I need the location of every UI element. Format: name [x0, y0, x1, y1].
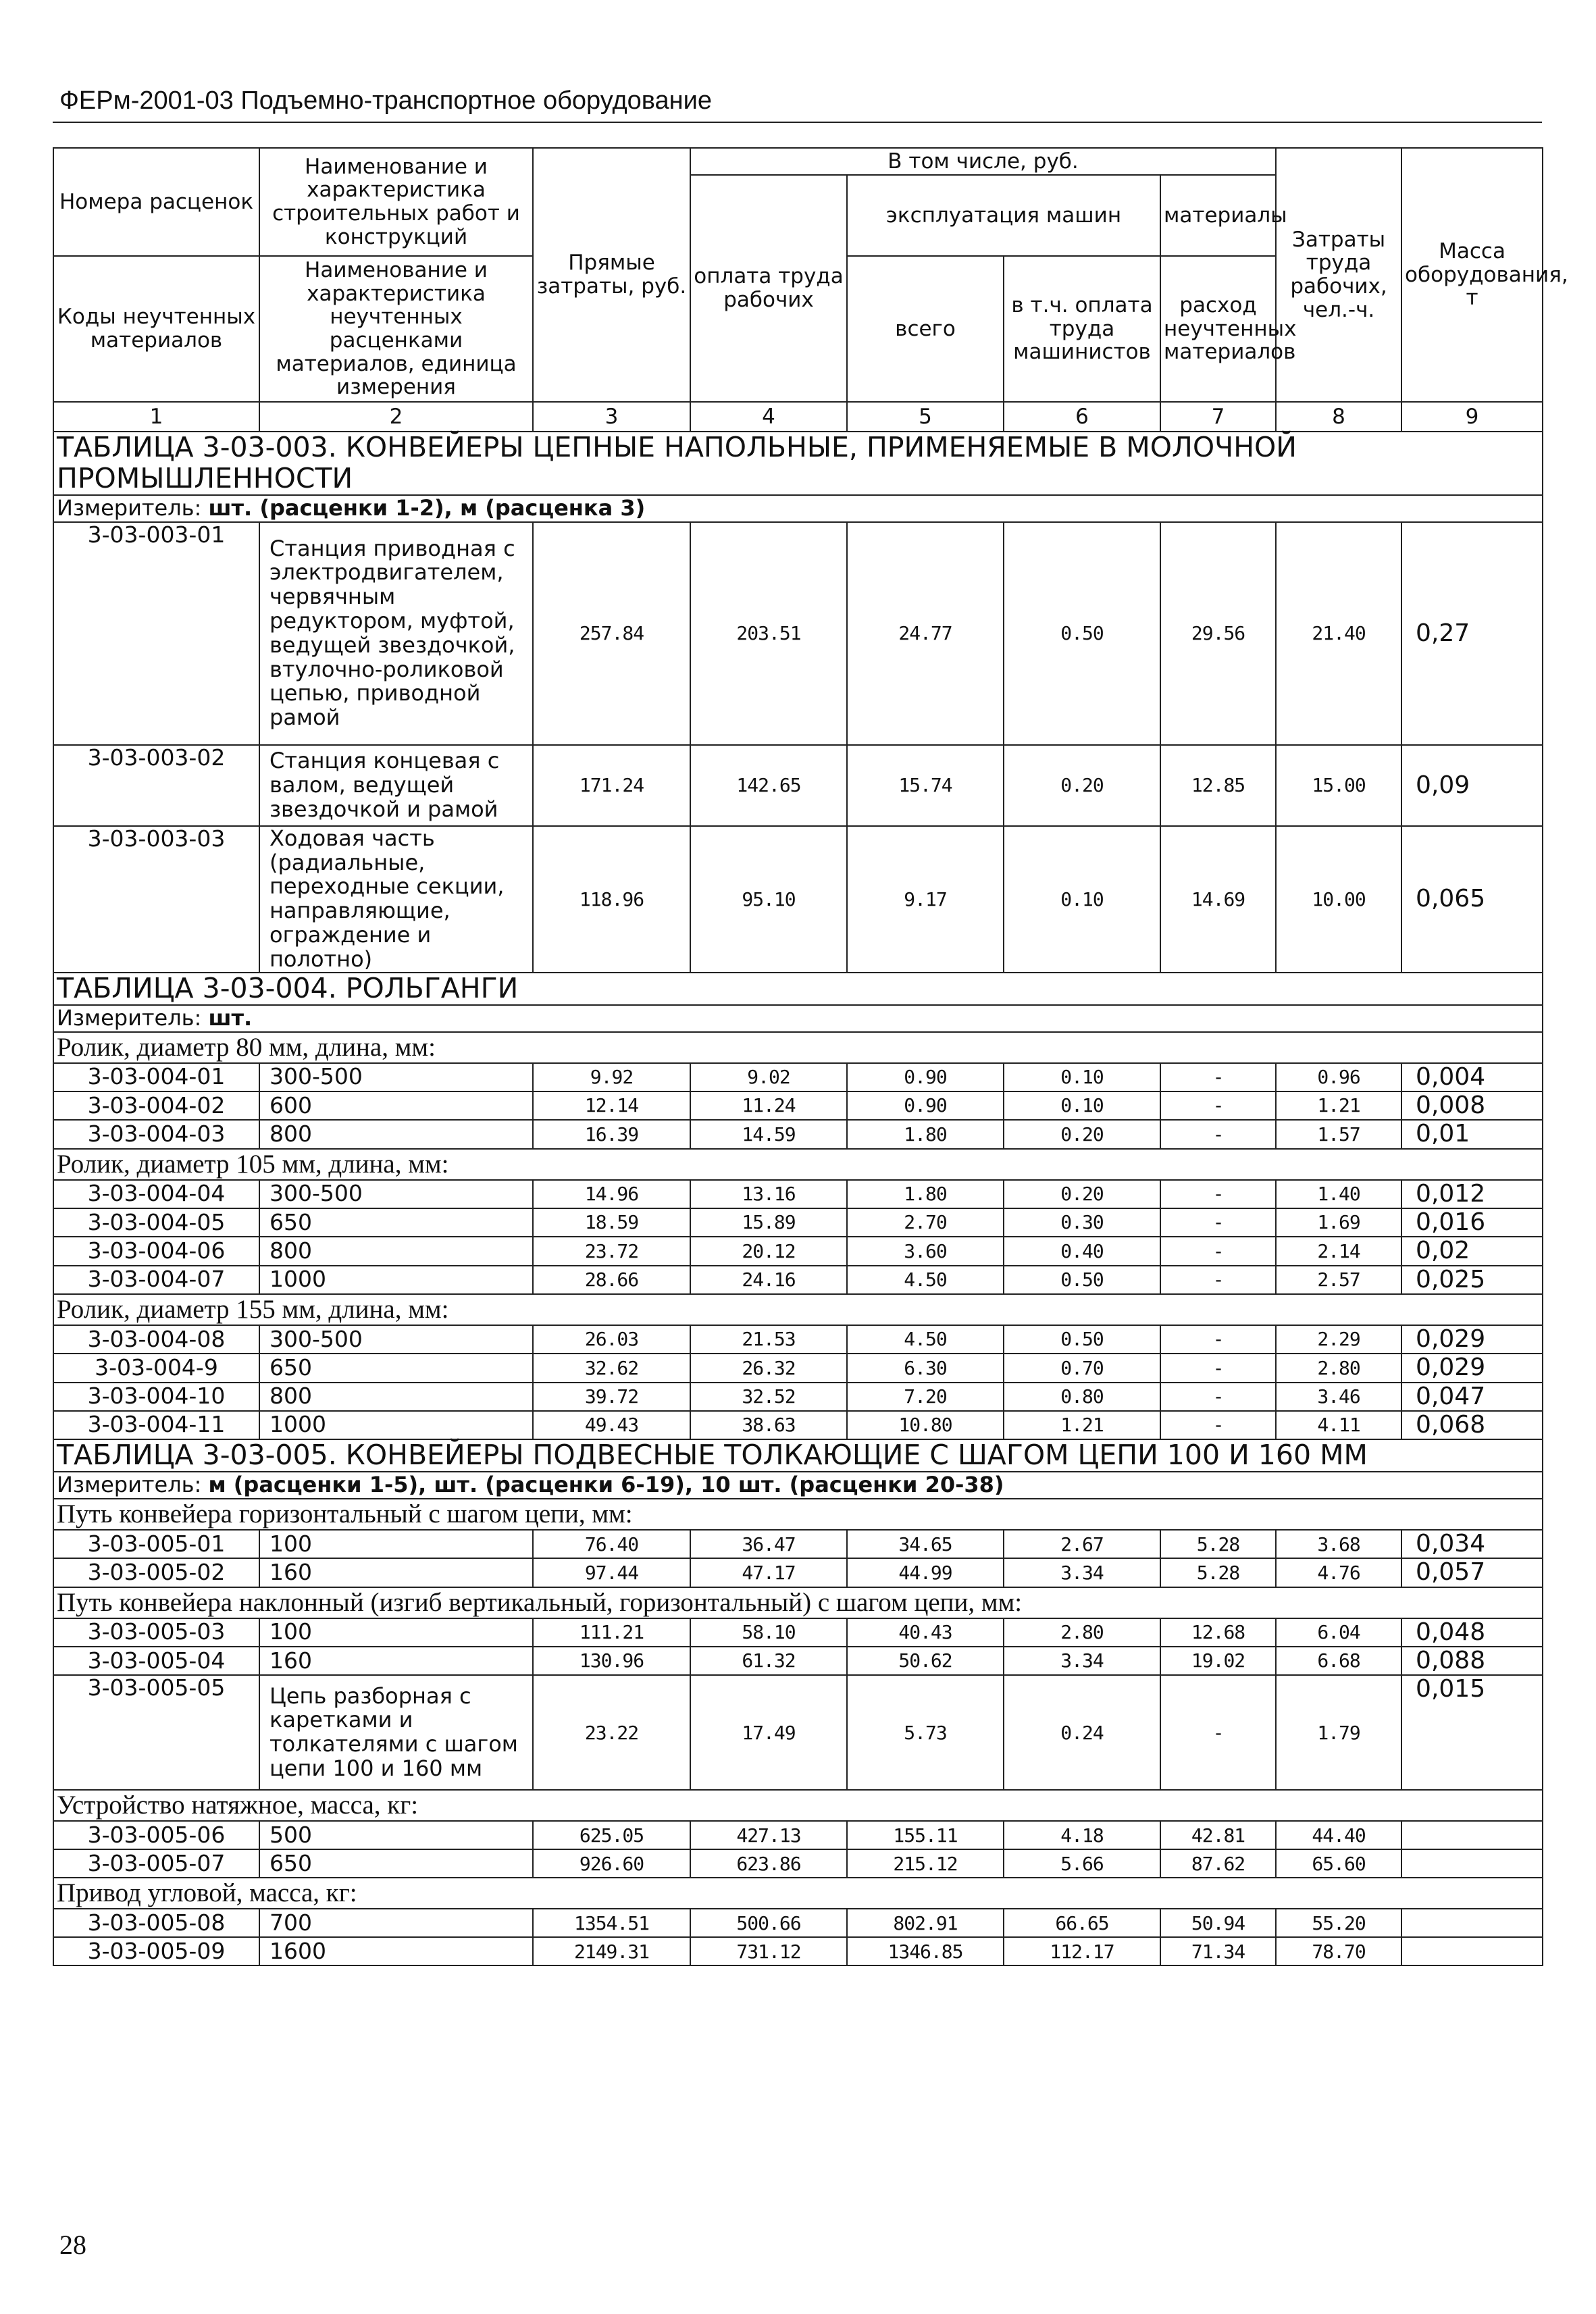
col-labor-pay-header: оплата труда рабочих: [690, 175, 847, 402]
materials-cost-cell: -: [1160, 1266, 1276, 1294]
column-number: 2: [259, 402, 533, 432]
work-name: 1000: [259, 1266, 533, 1294]
labor-hours-cell: 65.60: [1276, 1849, 1401, 1878]
materials-cost-cell: 12.68: [1160, 1618, 1276, 1647]
col-numbers-header: Номера расценок: [53, 148, 259, 256]
work-name: 650: [259, 1208, 533, 1237]
column-number: 7: [1160, 402, 1276, 432]
labor-pay-cell: 142.65: [690, 745, 847, 826]
materials-cost-cell: -: [1160, 1180, 1276, 1208]
table-title-row: [53, 1439, 1543, 1472]
group-caption-row: [53, 1499, 1543, 1530]
direct-cost-cell: 14.96: [533, 1180, 690, 1208]
col-incl-header: В том числе, руб.: [690, 148, 1276, 175]
rate-code: 3-03-004-04: [53, 1180, 259, 1208]
rates-table: [53, 147, 1568, 1966]
work-name: Цепь разборная с каретками и толкателями с шагом цепи 100 и 160 мм: [259, 1675, 533, 1790]
labor-hours-cell: 1.79: [1276, 1675, 1401, 1790]
labor-hours-cell: 1.57: [1276, 1120, 1401, 1148]
machinist-pay-cell: 0.50: [1004, 1266, 1160, 1294]
machinist-pay-cell: 0.10: [1004, 826, 1160, 973]
direct-cost-cell: 16.39: [533, 1120, 690, 1148]
page-number: 28: [59, 2230, 86, 2260]
col-name2-header: Наименование и характеристика неучтенных расценками материалов, единица измерения: [259, 256, 533, 402]
labor-pay-cell: 11.24: [690, 1091, 847, 1120]
direct-cost-cell: 23.22: [533, 1675, 690, 1790]
table-title: ТАБЛИЦА 3-03-005. КОНВЕЙЕРЫ ПОДВЕСНЫЕ ТОЛКАЮЩИЕ С ШАГОМ ЦЕПИ 100 И 160 ММ: [53, 1439, 1543, 1472]
mass-cell: 0,012: [1401, 1180, 1543, 1208]
labor-hours-cell: 3.46: [1276, 1383, 1401, 1411]
machine-total-cell: 1.80: [847, 1180, 1004, 1208]
group-caption: Ролик, диаметр 155 мм, длина, мм:: [53, 1294, 1543, 1325]
table-title: ТАБЛИЦА 3-03-003. КОНВЕЙЕРЫ ЦЕПНЫЕ НАПОЛЬНЫЕ, ПРИМЕНЯЕМЫЕ В МОЛОЧНОЙ ПРОМЫШЛЕННОСТИ: [53, 432, 1543, 495]
rate-code: 3-03-005-09: [53, 1937, 259, 1965]
labor-hours-cell: 15.00: [1276, 745, 1401, 826]
labor-pay-cell: 9.02: [690, 1063, 847, 1091]
labor-pay-cell: 731.12: [690, 1937, 847, 1965]
work-name: 300-500: [259, 1180, 533, 1208]
machinist-pay-cell: 3.34: [1004, 1558, 1160, 1587]
machine-total-cell: 215.12: [847, 1849, 1004, 1878]
materials-cost-cell: -: [1160, 1411, 1276, 1439]
machinist-pay-cell: 0.30: [1004, 1208, 1160, 1237]
mass-cell: 0,004: [1401, 1063, 1543, 1091]
work-name: 500: [259, 1821, 533, 1849]
machine-total-cell: 7.20: [847, 1383, 1004, 1411]
labor-pay-cell: 24.16: [690, 1266, 847, 1294]
rate-code: 3-03-004-10: [53, 1383, 259, 1411]
labor-pay-cell: 26.32: [690, 1354, 847, 1382]
group-caption-row: [53, 1294, 1543, 1325]
table-row: [53, 1208, 1543, 1237]
table-row: [53, 1120, 1543, 1148]
work-name: 300-500: [259, 1063, 533, 1091]
rate-code: 3-03-004-06: [53, 1237, 259, 1265]
labor-hours-cell: 2.14: [1276, 1237, 1401, 1265]
table-row: [53, 1383, 1543, 1411]
labor-hours-cell: 4.76: [1276, 1558, 1401, 1587]
labor-hours-cell: 78.70: [1276, 1937, 1401, 1965]
machine-total-cell: 4.50: [847, 1266, 1004, 1294]
mass-cell: 0,015: [1401, 1675, 1543, 1790]
direct-cost-cell: 625.05: [533, 1821, 690, 1849]
machine-total-cell: 155.11: [847, 1821, 1004, 1849]
machine-total-cell: 34.65: [847, 1530, 1004, 1558]
group-caption-row: [53, 1878, 1543, 1909]
labor-pay-cell: 427.13: [690, 1821, 847, 1849]
rate-code: 3-03-004-05: [53, 1208, 259, 1237]
labor-pay-cell: 203.51: [690, 522, 847, 745]
materials-cost-cell: -: [1160, 1237, 1276, 1265]
table-row: [53, 826, 1543, 973]
labor-hours-cell: 44.40: [1276, 1821, 1401, 1849]
column-number: 6: [1004, 402, 1160, 432]
machine-total-cell: 9.17: [847, 826, 1004, 973]
table-row: [53, 1909, 1543, 1937]
labor-pay-cell: 17.49: [690, 1675, 847, 1790]
materials-cost-cell: -: [1160, 1091, 1276, 1120]
mass-cell: 0,065: [1401, 826, 1543, 973]
direct-cost-cell: 39.72: [533, 1383, 690, 1411]
col-mass-header: Масса оборудования, т: [1401, 148, 1543, 402]
labor-hours-cell: 0.96: [1276, 1063, 1401, 1091]
column-number: 3: [533, 402, 690, 432]
table-row: [53, 1647, 1543, 1675]
col-mach-pay-header: в т.ч. оплата труда машинистов: [1004, 256, 1160, 402]
labor-hours-cell: 4.11: [1276, 1411, 1401, 1439]
materials-cost-cell: -: [1160, 1120, 1276, 1148]
col-materials-header: материалы: [1160, 175, 1276, 256]
meter-cell: [53, 1005, 1543, 1032]
direct-cost-cell: 1354.51: [533, 1909, 690, 1937]
direct-cost-cell: 97.44: [533, 1558, 690, 1587]
column-number: 4: [690, 402, 847, 432]
rate-code: 3-03-004-07: [53, 1266, 259, 1294]
column-number: 5: [847, 402, 1004, 432]
machine-total-cell: 4.50: [847, 1325, 1004, 1354]
materials-cost-cell: -: [1160, 1325, 1276, 1354]
machinist-pay-cell: 1.21: [1004, 1411, 1160, 1439]
machinist-pay-cell: 0.50: [1004, 522, 1160, 745]
rate-code: 3-03-005-04: [53, 1647, 259, 1675]
machine-total-cell: 5.73: [847, 1675, 1004, 1790]
work-name: 100: [259, 1618, 533, 1647]
machine-total-cell: 24.77: [847, 522, 1004, 745]
mass-cell: 0,09: [1401, 745, 1543, 826]
machine-total-cell: 40.43: [847, 1618, 1004, 1647]
table-body: [53, 432, 1543, 1965]
work-name: 1600: [259, 1937, 533, 1965]
direct-cost-cell: 171.24: [533, 745, 690, 826]
machine-total-cell: 2.70: [847, 1208, 1004, 1237]
machine-total-cell: 6.30: [847, 1354, 1004, 1382]
rate-code: 3-03-004-08: [53, 1325, 259, 1354]
labor-pay-cell: 47.17: [690, 1558, 847, 1587]
materials-cost-cell: 50.94: [1160, 1909, 1276, 1937]
group-caption: Ролик, диаметр 105 мм, длина, мм:: [53, 1149, 1543, 1180]
work-name: Станция концевая с валом, ведущей звездочкой и рамой: [259, 745, 533, 826]
direct-cost-cell: 12.14: [533, 1091, 690, 1120]
labor-pay-cell: 38.63: [690, 1411, 847, 1439]
machine-total-cell: 0.90: [847, 1091, 1004, 1120]
meter-label: Измеритель:: [57, 1004, 202, 1031]
labor-pay-cell: 623.86: [690, 1849, 847, 1878]
machinist-pay-cell: 0.50: [1004, 1325, 1160, 1354]
rate-code: 3-03-005-02: [53, 1558, 259, 1587]
labor-hours-cell: 55.20: [1276, 1909, 1401, 1937]
col-total-header: всего: [847, 256, 1004, 402]
mass-cell: [1401, 1821, 1543, 1849]
mass-cell: 0,029: [1401, 1354, 1543, 1382]
col-machines-header: эксплуатация машин: [847, 175, 1160, 256]
materials-cost-cell: -: [1160, 1063, 1276, 1091]
col-direct-header: Прямые затраты, руб.: [533, 148, 690, 402]
work-name: 160: [259, 1558, 533, 1587]
materials-cost-cell: 42.81: [1160, 1821, 1276, 1849]
meter-cell: [53, 1472, 1543, 1499]
table-title-row: [53, 432, 1543, 495]
col-labor-header: Затраты труда рабочих, чел.-ч.: [1276, 148, 1401, 402]
table-title: ТАБЛИЦА 3-03-004. РОЛЬГАНГИ: [53, 973, 1543, 1005]
table-row: [53, 1091, 1543, 1120]
direct-cost-cell: 2149.31: [533, 1937, 690, 1965]
work-name: Станция приводная с электродвигателем, червячным редуктором, муфтой, ведущей звездочкой, втулочно-роликовой цепью, приводной рамой: [259, 522, 533, 745]
work-name: 650: [259, 1354, 533, 1382]
mass-cell: 0,016: [1401, 1208, 1543, 1237]
meter-row: [53, 1472, 1543, 1499]
direct-cost-cell: 9.92: [533, 1063, 690, 1091]
machinist-pay-cell: 3.34: [1004, 1647, 1160, 1675]
machinist-pay-cell: 0.24: [1004, 1675, 1160, 1790]
machine-total-cell: 1346.85: [847, 1937, 1004, 1965]
table-row: [53, 1821, 1543, 1849]
machinist-pay-cell: 0.80: [1004, 1383, 1160, 1411]
materials-cost-cell: -: [1160, 1354, 1276, 1382]
group-caption: Привод угловой, масса, кг:: [53, 1878, 1543, 1909]
work-name: 160: [259, 1647, 533, 1675]
group-caption-row: [53, 1587, 1543, 1618]
table-row: [53, 1354, 1543, 1382]
group-caption: Путь конвейера горизонтальный с шагом цепи, мм:: [53, 1499, 1543, 1530]
work-name: Ходовая часть (радиальные, переходные секции, направляющие, ограждение и полотно): [259, 826, 533, 973]
mass-cell: 0,068: [1401, 1411, 1543, 1439]
mass-cell: 0,025: [1401, 1266, 1543, 1294]
table-row: [53, 1325, 1543, 1354]
machine-total-cell: 44.99: [847, 1558, 1004, 1587]
meter-label: Измеритель:: [57, 1472, 202, 1498]
rate-code: 3-03-005-05: [53, 1675, 259, 1790]
machine-total-cell: 0.90: [847, 1063, 1004, 1091]
table-title-row: [53, 973, 1543, 1005]
labor-hours-cell: 2.29: [1276, 1325, 1401, 1354]
work-name: 300-500: [259, 1325, 533, 1354]
mass-cell: 0,01: [1401, 1120, 1543, 1148]
meter-row: [53, 1005, 1543, 1032]
table-row: [53, 1675, 1543, 1790]
labor-hours-cell: 2.57: [1276, 1266, 1401, 1294]
labor-pay-cell: 58.10: [690, 1618, 847, 1647]
machinist-pay-cell: 0.40: [1004, 1237, 1160, 1265]
direct-cost-cell: 28.66: [533, 1266, 690, 1294]
direct-cost-cell: 257.84: [533, 522, 690, 745]
machinist-pay-cell: 5.66: [1004, 1849, 1160, 1878]
mass-cell: 0,008: [1401, 1091, 1543, 1120]
rate-code: 3-03-003-03: [53, 826, 259, 973]
group-caption: Путь конвейера наклонный (изгиб вертикальный, горизонтальный) с шагом цепи, мм:: [53, 1587, 1543, 1618]
direct-cost-cell: 26.03: [533, 1325, 690, 1354]
col-name1-header: Наименование и характеристика строительных работ и конструкций: [259, 148, 533, 256]
mass-cell: 0,029: [1401, 1325, 1543, 1354]
labor-pay-cell: 36.47: [690, 1530, 847, 1558]
table-row: [53, 1266, 1543, 1294]
materials-cost-cell: 14.69: [1160, 826, 1276, 973]
machine-total-cell: 1.80: [847, 1120, 1004, 1148]
direct-cost-cell: 32.62: [533, 1354, 690, 1382]
mass-cell: [1401, 1909, 1543, 1937]
mass-cell: 0,27: [1401, 522, 1543, 745]
work-name: 800: [259, 1120, 533, 1148]
machinist-pay-cell: 0.20: [1004, 1120, 1160, 1148]
work-name: 1000: [259, 1411, 533, 1439]
rate-code: 3-03-005-06: [53, 1821, 259, 1849]
machinist-pay-cell: 2.67: [1004, 1530, 1160, 1558]
rate-code: 3-03-003-01: [53, 522, 259, 745]
direct-cost-cell: 130.96: [533, 1647, 690, 1675]
col-codes-header: Коды неучтенных материалов: [53, 256, 259, 402]
labor-hours-cell: 3.68: [1276, 1530, 1401, 1558]
meter-value: шт.: [208, 1004, 253, 1031]
column-numbers-row: [53, 402, 1543, 432]
machinist-pay-cell: 66.65: [1004, 1909, 1160, 1937]
direct-cost-cell: 111.21: [533, 1618, 690, 1647]
machine-total-cell: 3.60: [847, 1237, 1004, 1265]
materials-cost-cell: -: [1160, 1208, 1276, 1237]
direct-cost-cell: 18.59: [533, 1208, 690, 1237]
machinist-pay-cell: 0.70: [1004, 1354, 1160, 1382]
group-caption: Устройство натяжное, масса, кг:: [53, 1790, 1543, 1821]
labor-hours-cell: 1.69: [1276, 1208, 1401, 1237]
rate-code: 3-03-004-9: [53, 1354, 259, 1382]
materials-cost-cell: 29.56: [1160, 522, 1276, 745]
materials-cost-cell: 5.28: [1160, 1530, 1276, 1558]
labor-pay-cell: 500.66: [690, 1909, 847, 1937]
work-name: 650: [259, 1849, 533, 1878]
work-name: 800: [259, 1383, 533, 1411]
meter-row: [53, 495, 1543, 522]
table-row: [53, 1618, 1543, 1647]
table-row: [53, 1849, 1543, 1878]
rate-code: 3-03-003-02: [53, 745, 259, 826]
table-row: [53, 1063, 1543, 1091]
machine-total-cell: 50.62: [847, 1647, 1004, 1675]
mass-cell: 0,034: [1401, 1530, 1543, 1558]
mass-cell: 0,047: [1401, 1383, 1543, 1411]
meter-label: Измеритель:: [57, 494, 202, 521]
meter-value: шт. (расценки 1-2), м (расценка 3): [208, 494, 646, 521]
group-caption-row: [53, 1790, 1543, 1821]
table-row: [53, 1180, 1543, 1208]
machinist-pay-cell: 0.20: [1004, 1180, 1160, 1208]
materials-cost-cell: 12.85: [1160, 745, 1276, 826]
table-row: [53, 1558, 1543, 1587]
group-caption: Ролик, диаметр 80 мм, длина, мм:: [53, 1032, 1543, 1063]
table-row: [53, 522, 1543, 745]
machinist-pay-cell: 0.20: [1004, 745, 1160, 826]
labor-pay-cell: 95.10: [690, 826, 847, 973]
materials-cost-cell: 5.28: [1160, 1558, 1276, 1587]
labor-pay-cell: 14.59: [690, 1120, 847, 1148]
labor-hours-cell: 1.21: [1276, 1091, 1401, 1120]
mass-cell: 0,02: [1401, 1237, 1543, 1265]
direct-cost-cell: 49.43: [533, 1411, 690, 1439]
rate-code: 3-03-004-11: [53, 1411, 259, 1439]
rate-code: 3-03-005-07: [53, 1849, 259, 1878]
mass-cell: 0,048: [1401, 1618, 1543, 1647]
table-row: [53, 745, 1543, 826]
machinist-pay-cell: 0.10: [1004, 1063, 1160, 1091]
rate-code: 3-03-004-02: [53, 1091, 259, 1120]
mass-cell: 0,057: [1401, 1558, 1543, 1587]
column-number: 1: [53, 402, 259, 432]
mass-cell: [1401, 1849, 1543, 1878]
direct-cost-cell: 926.60: [533, 1849, 690, 1878]
direct-cost-cell: 76.40: [533, 1530, 690, 1558]
work-name: 800: [259, 1237, 533, 1265]
meter-cell: [53, 495, 1543, 522]
materials-cost-cell: -: [1160, 1383, 1276, 1411]
rate-code: 3-03-005-08: [53, 1909, 259, 1937]
labor-pay-cell: 32.52: [690, 1383, 847, 1411]
table-row: [53, 1411, 1543, 1439]
table-header: [53, 148, 1568, 432]
materials-cost-cell: 19.02: [1160, 1647, 1276, 1675]
rate-code: 3-03-004-01: [53, 1063, 259, 1091]
table-row: [53, 1530, 1543, 1558]
machine-total-cell: 15.74: [847, 745, 1004, 826]
materials-cost-cell: 71.34: [1160, 1937, 1276, 1965]
labor-pay-cell: 20.12: [690, 1237, 847, 1265]
group-caption-row: [53, 1149, 1543, 1180]
labor-pay-cell: 13.16: [690, 1180, 847, 1208]
meter-value: м (расценки 1-5), шт. (расценки 6-19), 10 шт. (расценки 20-38): [208, 1472, 1004, 1498]
mass-cell: 0,088: [1401, 1647, 1543, 1675]
column-number: 8: [1276, 402, 1401, 432]
labor-hours-cell: 2.80: [1276, 1354, 1401, 1382]
work-name: 700: [259, 1909, 533, 1937]
rate-code: 3-03-005-03: [53, 1618, 259, 1647]
rate-code: 3-03-004-03: [53, 1120, 259, 1148]
column-number: 9: [1401, 402, 1543, 432]
labor-pay-cell: 15.89: [690, 1208, 847, 1237]
labor-pay-cell: 61.32: [690, 1647, 847, 1675]
header-rule: [53, 122, 1542, 123]
col-mat-use-header: расход неучтенных материалов: [1160, 256, 1276, 402]
machinist-pay-cell: 2.80: [1004, 1618, 1160, 1647]
labor-hours-cell: 1.40: [1276, 1180, 1401, 1208]
labor-pay-cell: 21.53: [690, 1325, 847, 1354]
group-caption-row: [53, 1032, 1543, 1063]
table-row: [53, 1937, 1543, 1965]
materials-cost-cell: 87.62: [1160, 1849, 1276, 1878]
machinist-pay-cell: 0.10: [1004, 1091, 1160, 1120]
table-row: [53, 1237, 1543, 1265]
direct-cost-cell: 118.96: [533, 826, 690, 973]
machinist-pay-cell: 112.17: [1004, 1937, 1160, 1965]
work-name: 100: [259, 1530, 533, 1558]
document-header: ФЕРм-2001-03 Подъемно-транспортное оборудование: [59, 86, 713, 115]
work-name: 600: [259, 1091, 533, 1120]
labor-hours-cell: 6.68: [1276, 1647, 1401, 1675]
rate-code: 3-03-005-01: [53, 1530, 259, 1558]
labor-hours-cell: 21.40: [1276, 522, 1401, 745]
machine-total-cell: 802.91: [847, 1909, 1004, 1937]
direct-cost-cell: 23.72: [533, 1237, 690, 1265]
labor-hours-cell: 6.04: [1276, 1618, 1401, 1647]
machinist-pay-cell: 4.18: [1004, 1821, 1160, 1849]
machine-total-cell: 10.80: [847, 1411, 1004, 1439]
mass-cell: [1401, 1937, 1543, 1965]
materials-cost-cell: -: [1160, 1675, 1276, 1790]
labor-hours-cell: 10.00: [1276, 826, 1401, 973]
